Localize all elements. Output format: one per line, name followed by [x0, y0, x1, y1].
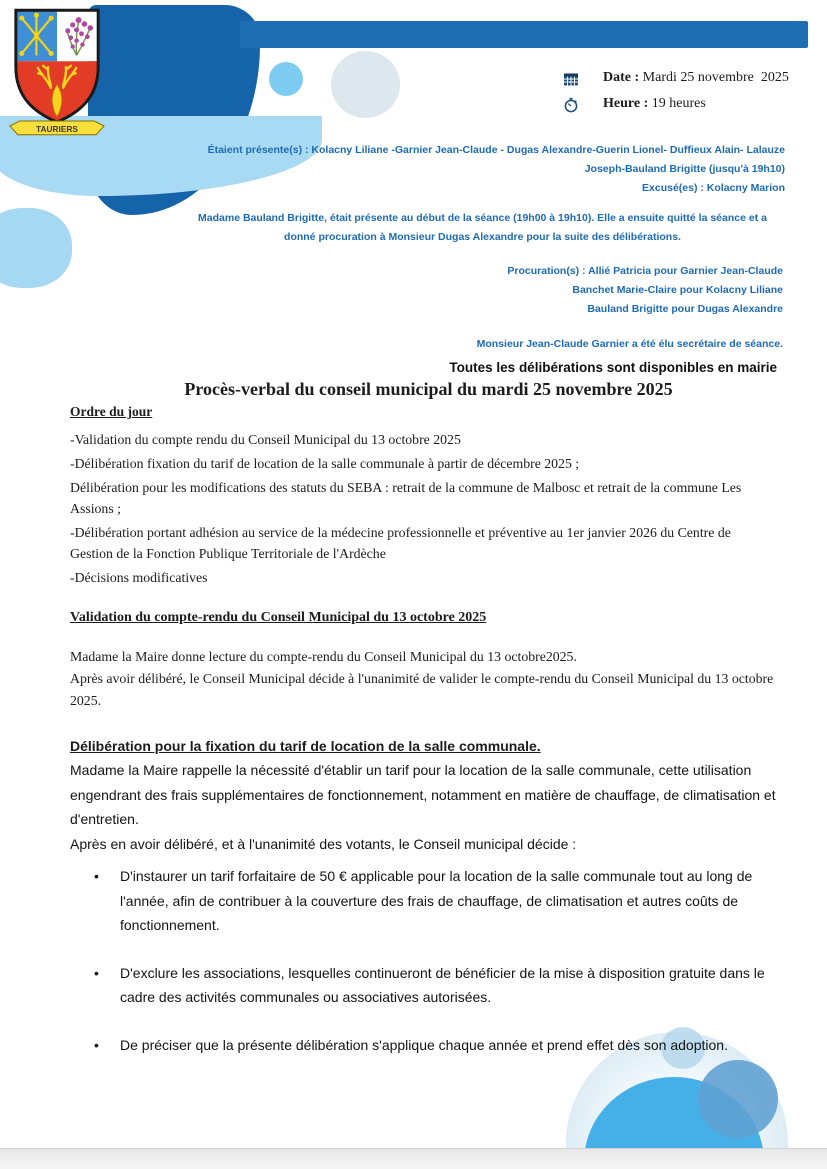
date-label: Date :	[603, 70, 640, 85]
agenda-heading: Ordre du jour	[70, 404, 153, 419]
coat-of-arms	[8, 4, 106, 142]
section-paragraph: Madame la Maire rappelle la nécessité d'établir un tarif pour la location de la salle communale, cette utilisation engendrant des frais supplémentaires de fonctionnement, notamment en matière de chauffage, de climatisation et d'entretien.	[70, 762, 776, 827]
section-paragraph: Après avoir délibéré, le Conseil Municipal décide à l'unanimité de valider le compte-rendu du Conseil Municipal du 13 octobre 2025.	[70, 671, 774, 708]
decision-item: • D'instaurer un tarif forfaitaire de 50 € applicable pour la location de la salle communale tout au long de l'année, afin de contribuer à la couverture des frais de chauffage, de climatisation et autres coûts de fonctionnement.	[70, 864, 776, 938]
decision-item: • De préciser que la présente délibération s'applique chaque année et prend effet dès son adoption.	[70, 1033, 776, 1058]
scan-edge-strip	[0, 1148, 827, 1169]
section-paragraph: Madame la Maire donne lecture du compte-rendu du Conseil Municipal du 13 octobre2025.	[70, 649, 577, 664]
attendance-note	[180, 209, 785, 247]
meta-block	[563, 70, 813, 122]
stopwatch-icon	[563, 97, 579, 113]
agenda-item: -Validation du compte rendu du Conseil Municipal du 13 octobre 2025	[70, 432, 461, 447]
agenda-item: Délibération pour les modifications des statuts du SEBA : retrait de la commune de Malbosc et retrait de la commune Les Assions ;	[70, 480, 742, 516]
time-value: 19 heures	[651, 96, 706, 111]
note-line: donné procuration à Monsieur Dugas Alexandre pour la suite des délibérations.	[284, 231, 681, 243]
section-validation	[70, 610, 776, 712]
decision-item: • D'exclure les associations, lesquelles continueront de bénéficier de la mise à disposition gratuite dans le cadre des activités communales ou associatives autorisées.	[70, 961, 776, 1010]
time-row	[563, 96, 813, 113]
section-tarif-salle	[70, 738, 776, 1057]
calendar-icon	[563, 71, 579, 87]
decision-list	[70, 864, 776, 1057]
proxy-line: Procuration(s) : Allié Patricia pour Garnier Jean-Claude	[507, 265, 783, 277]
left-edge-blue-blob	[0, 208, 72, 288]
small-blue-dot	[269, 62, 303, 96]
secretary-line: Monsieur Jean-Claude Garnier a été élu secrétaire de séance.	[476, 338, 783, 350]
section-heading: Validation du compte-rendu du Conseil Municipal du 13 octobre 2025	[70, 610, 487, 625]
date-row	[563, 70, 813, 87]
present-list	[165, 141, 785, 198]
banner-motto: TAURIERS	[36, 123, 78, 134]
agenda-item: -Délibération portant adhésion au service de la médecine professionnelle et préventive au 1er janvier 2026 du Centre de Gestion de la Fonction Publique Territoriale de l'Ardèche	[70, 525, 731, 561]
document-body	[70, 429, 776, 1080]
proxy-line: Banchet Marie-Claire pour Kolacny Liliane	[572, 284, 783, 296]
present-line: Joseph-Bauland Brigitte (jusqu'à 19h10)	[584, 163, 785, 175]
date-value: Mardi 25 novembre 2025	[642, 70, 789, 85]
section-paragraph: Après en avoir délibéré, et à l'unanimité des votants, le Conseil municipal décide :	[70, 835, 577, 852]
agenda-item: -Délibération fixation du tarif de location de la salle communale à partir de décembre 2025 ;	[70, 456, 580, 471]
section-heading: Délibération pour la fixation du tarif de location de la salle communale.	[70, 738, 541, 754]
proxies-list	[283, 262, 783, 319]
note-line: Madame Bauland Brigitte, était présente au début de la séance (19h00 à 19h10). Elle a ensuite quitté la séance et a	[198, 212, 767, 224]
banner-ribbon	[10, 121, 104, 135]
availability-note: Toutes les délibérations sont disponibles en mairie	[449, 360, 777, 375]
excused-line: Excusé(es) : Kolacny Marion	[642, 182, 785, 194]
page-title: Procès-verbal du conseil municipal du mardi 25 novembre 2025	[184, 379, 673, 399]
header-blue-bar	[240, 21, 808, 48]
proxy-line: Bauland Brigitte pour Dugas Alexandre	[587, 303, 783, 315]
pale-blue-dot	[331, 51, 400, 118]
present-line: Étaient présente(s) : Kolacny Liliane -Garnier Jean-Claude - Dugas Alexandre-Guerin Lionel- Duffieux Alain- Lalauze	[207, 144, 785, 156]
agenda-item: -Décisions modificatives	[70, 570, 208, 585]
time-label: Heure :	[603, 96, 649, 111]
